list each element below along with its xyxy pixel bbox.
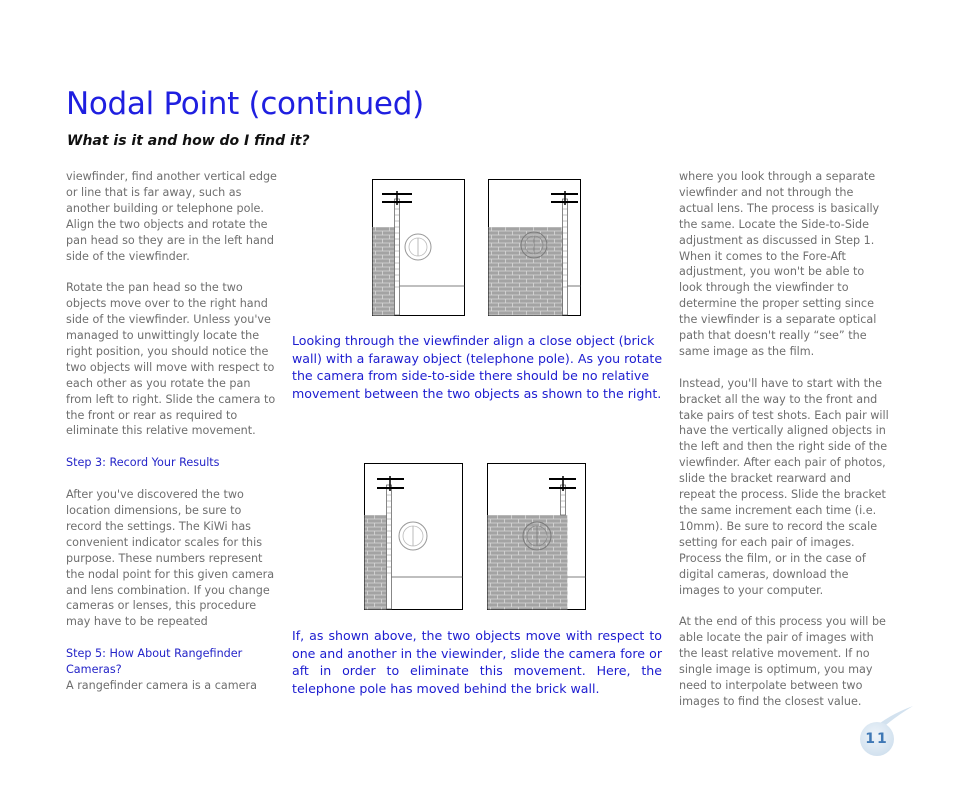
step-3-heading: Step 3: Record Your Results — [66, 456, 220, 470]
page-subtitle: What is it and how do I find it? — [67, 133, 310, 149]
right-paragraph-3: At the end of this process you will be able locate the pair of images with the least relative movement. If no single image is optimum, you may need to interpolate between two images to find the closest value. — [679, 615, 886, 708]
right-paragraph-1: where you look through a separate viewfinder and not through the actual lens. The process is basically the same. Locate the Side-to-Side adjustment as discussed in Step 1. When it comes to the Fore-Aft adjustment, you won't be able to look through the viewfinder to determine the proper setting since the viewfinder is a separate optical path that doesn't really “see” the same image as the film. — [679, 170, 880, 358]
page-title: Nodal Point (continued) — [66, 86, 424, 122]
figure-caption-bottom: If, as shown above, the two objects move with respect to one and another in the viewinder, slide the camera fore or aft in order to eliminate this movement. Here, the telephone pole has moved behind the brick wall. — [292, 628, 662, 697]
left-paragraph-1: viewfinder, find another vertical edge or line that is far away, such as another building or telephone pole. Align the two objects and rotate the pan head so they are in the left hand side of the viewfinder. — [66, 170, 277, 263]
figure-caption-top: Looking through the viewfinder align a close object (brick wall) with a faraway object (telephone pole). As you rotate the camera from side-to-side there should be no relative movement between the two objects as shown to the right. — [292, 333, 663, 402]
right-paragraph-2: Instead, you'll have to start with the bracket all the way to the front and take pairs of test shots. Each pair will have the vertically aligned objects in the left and then the right side of the viewfinder. After each pair of photos, slide the bracket rearward and repeat the process. Slide the bracket the same increment each time (i.e. 10mm). Be sure to record the scale setting for each pair of images. Process the film, or in the case of digital cameras, download the images to your computer. — [679, 376, 889, 597]
page-number: 11 — [860, 722, 894, 756]
viewfinder-misaligned-left-figure — [364, 463, 464, 611]
left-text-column — [66, 169, 278, 694]
viewfinder-misaligned-right-figure — [487, 463, 587, 611]
kiwi-beak-icon — [880, 705, 914, 725]
viewfinder-right-aligned-figure — [488, 179, 582, 317]
step-5-heading: Step 5: How About Rangefinder Cameras? — [66, 647, 243, 677]
viewfinder-left-aligned-figure — [372, 179, 466, 317]
left-paragraph-2: Rotate the pan head so the two objects move over to the right hand side of the viewfinder. Unless you've managed to unwittingly locate the right position, you should notice the two objects will move with respect to each other as you rotate the pan from left to right. Slide the camera to the front or rear as required to eliminate this relative movement. — [66, 281, 276, 438]
right-text-column — [679, 169, 889, 710]
left-paragraph-4: A rangefinder camera is a camera — [66, 678, 257, 692]
left-paragraph-3: After you've discovered the two location dimensions, be sure to record the settings. The KiWi has convenient indicator scales for this purpose. These numbers represent the nodal point for this given camera and lens combination. If you change cameras or lenses, this procedure may have to be repeated — [66, 488, 275, 629]
